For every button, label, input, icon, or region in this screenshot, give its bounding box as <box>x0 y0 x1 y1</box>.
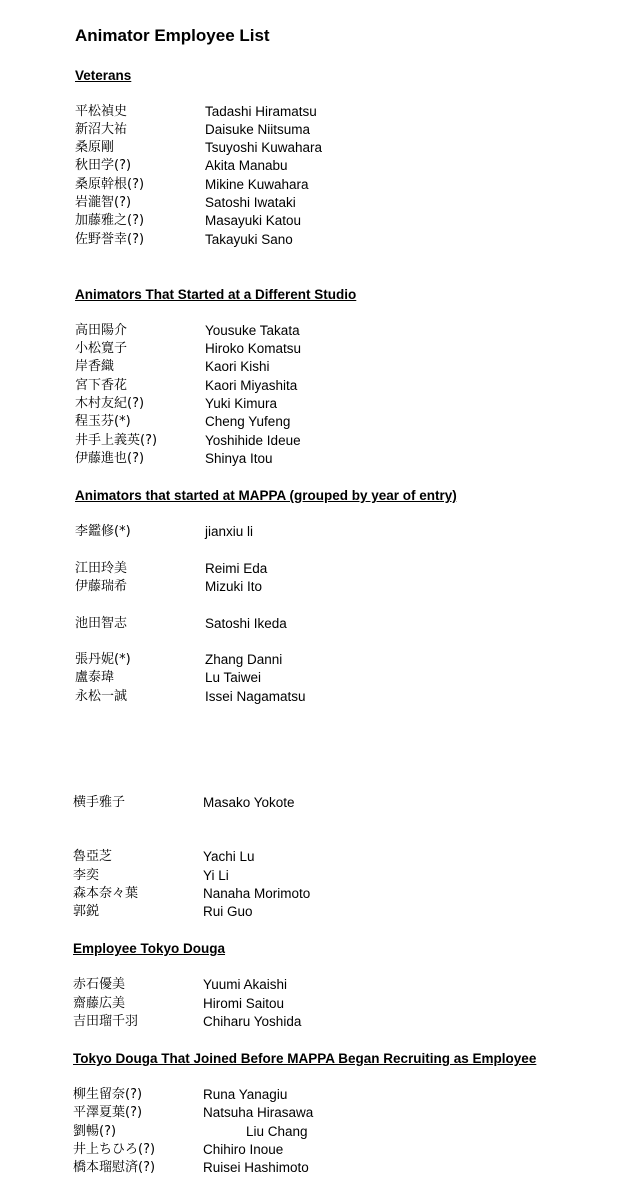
japanese-name: 平松禎史 <box>75 104 128 119</box>
japanese-name: 平澤夏葉(?) <box>73 1105 143 1120</box>
japanese-name: 森本奈々葉 <box>73 886 139 901</box>
english-name: Ruisei Hashimoto <box>203 1160 309 1175</box>
english-name: Zhang Danni <box>205 652 283 667</box>
english-name: Issei Nagamatsu <box>205 689 306 704</box>
japanese-name: 橋本瑠慰済(?) <box>73 1160 156 1175</box>
english-name: Daisuke Niitsuma <box>205 122 311 137</box>
english-name: Mikine Kuwahara <box>205 177 309 192</box>
japanese-name: 伊藤瑞希 <box>75 579 128 594</box>
english-name: Rui Guo <box>203 904 253 919</box>
english-name: Satoshi Ikeda <box>205 616 287 631</box>
english-name: Mizuki Ito <box>205 579 263 594</box>
japanese-name: 加藤雅之(?) <box>75 213 145 228</box>
english-name: Lu Taiwei <box>205 670 262 685</box>
japanese-name: 永松一誠 <box>75 689 128 704</box>
english-name: Runa Yanagiu <box>203 1087 288 1102</box>
english-name: Cheng Yufeng <box>205 414 291 429</box>
section-heading-different-studio: Animators That Started at a Different Studio <box>75 287 357 302</box>
english-name: Yi Li <box>203 868 229 883</box>
english-name: Yachi Lu <box>203 849 255 864</box>
japanese-name: 魯亞芝 <box>73 849 113 864</box>
japanese-name: 盧泰瑋 <box>75 670 115 685</box>
page-title: Animator Employee List <box>75 26 270 45</box>
section-heading-tokyo-douga-before-mappa: Tokyo Douga That Joined Before MAPPA Began Recruiting as Employee <box>73 1051 537 1066</box>
english-name: Hiroko Komatsu <box>205 341 302 356</box>
japanese-name: 佐野誉幸(?) <box>75 232 145 247</box>
section-heading-mappa: Animators that started at MAPPA (grouped by year of entry) <box>75 488 457 503</box>
english-name: Reimi Eda <box>205 561 268 576</box>
japanese-name: 李奕 <box>73 868 100 883</box>
japanese-name: 程玉芬(*) <box>75 414 131 429</box>
japanese-name: 高田陽介 <box>75 323 128 338</box>
english-name: Takayuki Sano <box>205 232 293 247</box>
japanese-name: 宮下香花 <box>75 378 128 393</box>
japanese-name: 池田智志 <box>75 616 128 631</box>
english-name: Nanaha Morimoto <box>203 886 311 901</box>
japanese-name: 郭鋭 <box>73 904 100 919</box>
english-name: Tsuyoshi Kuwahara <box>205 140 323 155</box>
english-name: Liu Chang <box>246 1124 308 1139</box>
japanese-name: 新沼大祐 <box>75 122 128 137</box>
english-name: Masayuki Katou <box>205 213 302 228</box>
japanese-name: 秋田学(?) <box>75 158 132 173</box>
english-name: Hiromi Saitou <box>203 996 285 1011</box>
japanese-name: 井手上義英(?) <box>75 433 158 448</box>
japanese-name: 横手雅子 <box>73 795 126 810</box>
english-name: Shinya Itou <box>205 451 273 466</box>
section-heading-veterans: Veterans <box>75 68 132 83</box>
japanese-name: 李鑑修(*) <box>75 524 131 539</box>
english-name: Tadashi Hiramatsu <box>205 104 317 119</box>
japanese-name: 岸香織 <box>75 359 115 374</box>
english-name: Yuumi Akaishi <box>203 977 288 992</box>
japanese-name: 齋藤広美 <box>73 996 126 1011</box>
japanese-name: 吉田瑠千羽 <box>73 1014 139 1029</box>
japanese-name: 木村友紀(?) <box>75 396 145 411</box>
english-name: Yuki Kimura <box>205 396 278 411</box>
english-name: Yoshihide Ideue <box>205 433 301 448</box>
japanese-name: 江田玲美 <box>75 561 128 576</box>
japanese-name: 劉暢(?) <box>73 1124 117 1139</box>
section-heading-tokyo-douga: Employee Tokyo Douga <box>73 941 226 956</box>
japanese-name: 桑原剛 <box>75 140 115 155</box>
english-name: Satoshi Iwataki <box>205 195 296 210</box>
japanese-name: 岩瀧智(?) <box>75 195 132 210</box>
english-name: Chiharu Yoshida <box>203 1014 302 1029</box>
english-name: Akita Manabu <box>205 158 288 173</box>
english-name: Chihiro Inoue <box>203 1142 284 1157</box>
english-name: Kaori Kishi <box>205 359 270 374</box>
japanese-name: 伊藤進也(?) <box>75 451 145 466</box>
english-name: Kaori Miyashita <box>205 378 298 393</box>
japanese-name: 張丹妮(*) <box>75 652 131 667</box>
english-name: Yousuke Takata <box>205 323 300 338</box>
japanese-name: 井上ちひろ(?) <box>73 1142 156 1157</box>
japanese-name: 桑原幹根(?) <box>75 177 145 192</box>
english-name: Masako Yokote <box>203 795 295 810</box>
japanese-name: 小松寛子 <box>75 341 128 356</box>
japanese-name: 赤石優美 <box>73 977 126 992</box>
japanese-name: 柳生留奈(?) <box>73 1087 143 1102</box>
english-name: Natsuha Hirasawa <box>203 1105 314 1120</box>
english-name: jianxiu li <box>205 524 254 539</box>
